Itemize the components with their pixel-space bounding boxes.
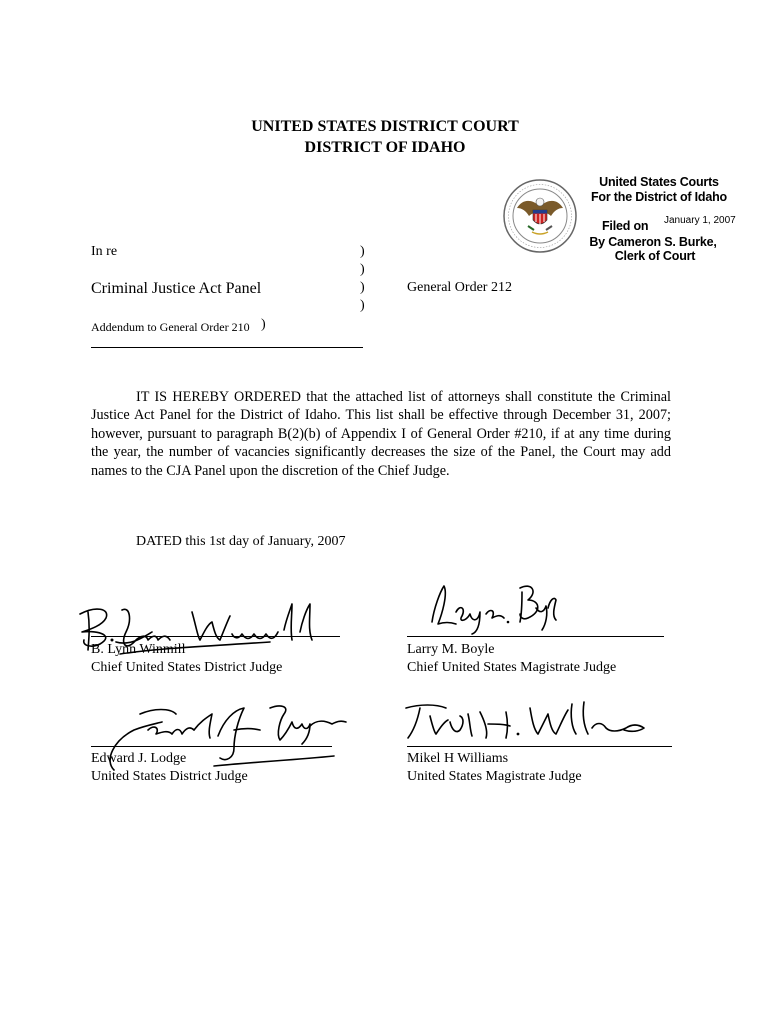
- signature-line-williams: [407, 746, 672, 747]
- order-paragraph: IT IS HEREBY ORDERED that the attached list of attorneys shall constitute the Criminal Justice Act Panel for the District of Idaho. This list shall be effective through December 31, 2007; however, pursuant to paragraph B(2)(b) of Appendix I of General Order #210, if at any time during the year, the number of vacancies significantly decreases the size of the Panel, the Court may add names to the CJA Panel upon the discretion of the Chief Judge.: [91, 389, 671, 479]
- caption-bracket: ): [360, 280, 365, 295]
- stamp-filed-label: Filed on: [602, 219, 649, 233]
- judge-title-williams: United States Magistrate Judge: [407, 769, 582, 784]
- caption-matter: Criminal Justice Act Panel: [91, 280, 262, 297]
- signature-line-lodge: [91, 746, 332, 747]
- signature-lodge: [84, 700, 354, 780]
- signature-line-boyle: [407, 636, 664, 637]
- caption-bracket: ): [360, 244, 365, 259]
- signature-boyle: [420, 578, 560, 638]
- judge-name-boyle: Larry M. Boyle: [407, 642, 495, 657]
- general-order-number: General Order 212: [407, 280, 512, 295]
- judge-title-lodge: United States District Judge: [91, 769, 248, 784]
- stamp-clerk-line: Clerk of Court: [614, 249, 696, 263]
- caption-bracket: ): [261, 317, 266, 332]
- caption-bracket: ): [360, 262, 365, 277]
- signature-line-winmill: [91, 636, 340, 637]
- caption-addendum: Addendum to General Order 210: [91, 320, 250, 334]
- stamp-line2: For the District of Idaho: [591, 190, 727, 204]
- signature-williams: [400, 694, 650, 750]
- stamp-by-line: By Cameron S. Burke,: [589, 235, 717, 249]
- court-seal-icon: [502, 178, 578, 254]
- judge-name-lodge: Edward J. Lodge: [91, 751, 187, 766]
- caption-in-re: In re: [91, 244, 118, 259]
- caption-divider: [91, 347, 363, 348]
- stamp-line1: United States Courts: [599, 175, 719, 189]
- judge-title-winmill: Chief United States District Judge: [91, 660, 283, 675]
- district-name: DISTRICT OF IDAHO: [304, 139, 466, 156]
- dated-line: DATED this 1st day of January, 2007: [136, 534, 346, 549]
- caption-bracket: ): [360, 298, 365, 313]
- judge-name-winmill: B. Lynn Winmill: [91, 642, 186, 657]
- stamp-filed-date: January 1, 2007: [664, 215, 736, 226]
- court-name: UNITED STATES DISTRICT COURT: [251, 118, 519, 135]
- judge-name-williams: Mikel H Williams: [407, 751, 509, 766]
- judge-title-boyle: Chief United States Magistrate Judge: [407, 660, 617, 675]
